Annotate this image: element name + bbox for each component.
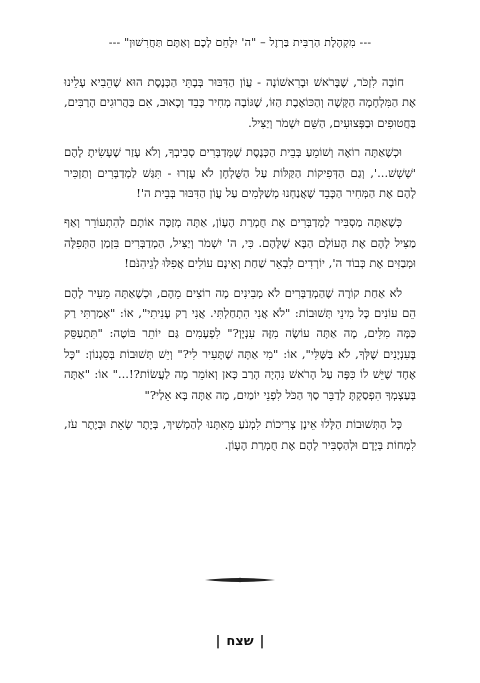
paragraph-5: כָּל הַתְּשׁוּבוֹת הַלָּלוּ אֵינָן צְרִיכוֹת לִמְנֹעַ מֵאִתָּנוּ לְהַמְשִׁיךְ, בְּיֶתֶר שְׂאֵת וּבְיֶתֶר עֹז, לִמְחוֹת בְּיָדָם וּלְהַסְבִּיר לָהֶם אֶת חֻמְרַת הֶעָוֹן. [64, 417, 416, 452]
section-divider-ornament [0, 575, 480, 585]
paragraph-4: לֹא אַחַת קוֹרֶה שֶׁהַמְדַבְּרִים לֹא מְבִינִים מָה רוֹצִים מֵהֶם, וּכְשֶׁאַתָּה מֵעִיר לָהֶם הֵם עוֹנִים כָּל מִינֵי תְּשׁוּבוֹת: "לֹא אֲנִי הִתְחַלְתִּי. אֲנִי רַק עָנִיתִי", אוֹ: "אָמַרְתִּי רַק כַּמָּה מִלִּים, מָה אַתָּה עוֹשֶׂה מִזֶּה עִנְיָן?" לִפְעָמִים גַּם יוֹתֵר בּוֹטֶה: "תִּתְעַסֵּק בָּעִנְיָנִים שֶׁלְּךָ, לֹא בַּשֶּׁלִּי", אוֹ: "מִי אַתָּה שֶׁתָּעִיר לִי?" וְיֵשׁ תְּשׁוּבוֹת בְּסִגְנוֹן: "כָּל אֶחָד שֶׁיֵּשׁ לוֹ כִּפָּה עַל הָרֹאשׁ נִהְיָה הָרַב כָּאן וְאוֹמֵר מָה לַעֲשׂוֹת?!..." אוֹ: "אַתָּה בְּעַצְמְךָ הִפְסַקְתָּ לְדַבֵּר סַךְ הַכֹּל לִפְנֵי יוֹמַיִם, מָה אַתָּה בָּא אֵלַי?" [64, 285, 416, 402]
paragraph-1: חוֹבָה לִזְכֹּר, שֶׁבָּרֹאשׁ וּבָרִאשׁוֹנָה - עֲוֹן הַדִּבּוּר בְּבָתֵּי הַכְּנֶסֶת הוּא שֶׁהֵבִיא עָלֵינוּ אֶת הַמִּלְחָמָה הַקָּשָׁה וְהַכּוֹאֶבֶת הַזּוֹ, שֶׁגּוֹבָה מְחִיר כָּבֵד וְכָאוּב, אִם בַּהֲרוּגִים הָרַבִּים, בַּחֲטוּפִים וּבַפְּצוּעִים, הַשֵּׁם יִשְׁמֹר וְיַצִּיל. [64, 75, 416, 130]
paragraph-3: כְּשֶׁאַתָּה מַסְבִּיר לַמְדַבְּרִים אֶת חֻמְרַת הֶעָוֹן, אַתָּה מְזַכֶּה אוֹתָם לְהִתְעוֹרֵר וְאַף מַצִּיל לָהֶם אֶת הָעוֹלָם הַבָּא שֶׁלָּהֶם. כִּי, ה' יִשְׁמֹר וְיַצִּיל, הַמְדַבְּרִים בִּזְמַן הַתְּפִלָּה וּמְבַזִּים אֶת כְּבוֹד ה', יוֹרְדִים לִבְאֵר שַׁחַת וְאֵינָם עוֹלִים אֲפִלּוּ לְגֵיהִנֹּם! [64, 215, 416, 271]
page-number-bar-right: | [259, 634, 265, 649]
body-text [64, 72, 416, 464]
running-header: --- מִקְהֶלֶת הַרְבִּית בַּרְזֶל – "ה' יִלָּחֵם לָכֶם וְאַתֶּם תַּחֲרִשׁוּן" --- [108, 36, 372, 49]
divider-ornament-icon [205, 575, 275, 585]
page-number-footer [0, 634, 480, 649]
paragraph-2: וּכְשֶׁאַתָּה רוֹאֶה וְשׁוֹמֵעַ בְּבֵית הַכְּנֶסֶת שֶׁמְּדַבְּרִים סְבִיבְךָ, וְלֹא עָזַר שֶׁעָשִׂיתָ לָהֶם 'שְׁשְׁשׁ...', וְגַם הַדְּפִיקוֹת הַקַּלּוֹת עַל הַשֻּׁלְחָן לֹא עָזְרוּ - תִּגַּשׁ לַמְדַבְּרִים וְתַזְכִּיר לָהֶם אֶת הַמְּחִיר הַכָּבֵד שֶׁאֲנַחְנוּ מְשַׁלְּמִים עַל עֲוֹן הַדִּבּוּר בְּבֵית ה'! [64, 145, 416, 201]
page-number-bar-left: | [215, 634, 221, 649]
page-number: שצח [226, 634, 254, 649]
